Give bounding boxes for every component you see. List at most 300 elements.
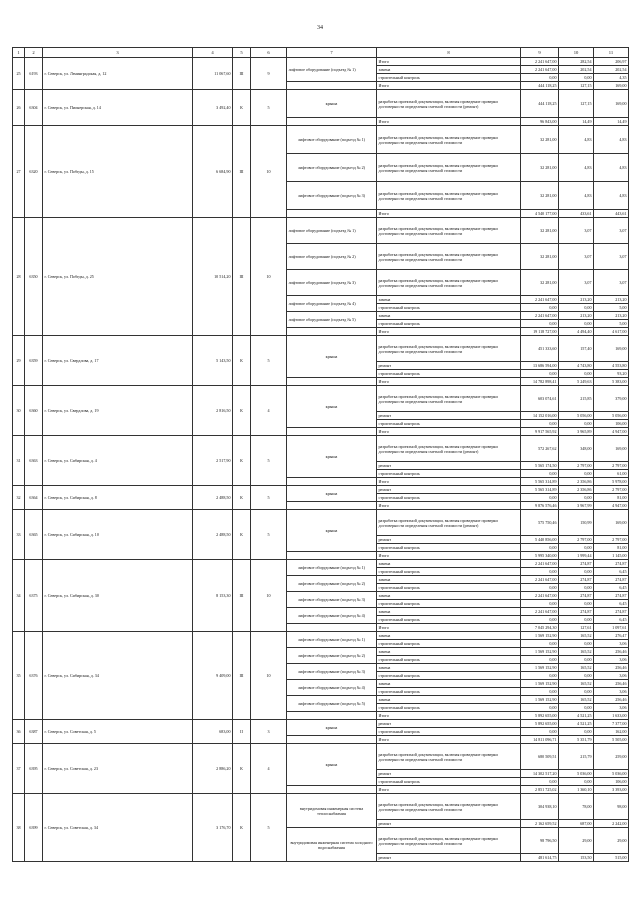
table-row [13, 90, 629, 118]
cost-cell: 572 267,62 [521, 436, 559, 462]
house-id: 6365 [25, 510, 43, 560]
cost-cell: 0,00 [559, 494, 594, 502]
empty-cell [287, 552, 377, 560]
cost-cell: 14,49 [559, 118, 594, 126]
cost-cell: 5 995 340,00 [521, 552, 559, 560]
cost-cell: 0,00 [521, 656, 559, 664]
work-type: Итого [377, 378, 521, 386]
work-type: ремонт [377, 412, 521, 420]
house-id: 6376 [25, 632, 43, 720]
cost-cell: 213,20 [559, 296, 594, 304]
column-header: 8 [377, 48, 521, 58]
house-floors: 10 [251, 632, 287, 720]
column-header: 10 [559, 48, 594, 58]
cost-cell: 2 797,00 [594, 486, 629, 494]
house-area: 683,00 [193, 720, 233, 744]
element-name: внутридомовая инженерная система холодного водоснабжения [287, 828, 377, 862]
house-area: 2 488,50 [193, 486, 233, 510]
element-name: крыша [287, 744, 377, 786]
cost-cell: 0,00 [559, 370, 594, 378]
work-type: строительный контроль [377, 778, 521, 786]
house-id: 6320 [25, 126, 43, 218]
empty-cell [287, 502, 377, 510]
cost-cell: 259,00 [594, 744, 629, 770]
house-area: 3 492,40 [193, 90, 233, 126]
cost-cell: 0,00 [559, 640, 594, 648]
house-floors: 5 [251, 90, 287, 126]
cost-cell: 157,40 [559, 336, 594, 362]
cost-cell: 1 569 152,90 [521, 680, 559, 688]
cost-cell: 0,00 [521, 640, 559, 648]
cost-cell: 14 152 016,00 [521, 412, 559, 420]
table-row [13, 560, 629, 568]
cost-cell: 1 569 152,90 [521, 648, 559, 656]
work-type: разработка проектной документации, включая проведение проверки достоверности определения сметной стоимости [377, 794, 521, 820]
cost-cell: 1 097,61 [594, 624, 629, 632]
cost-cell: 3,07 [559, 244, 594, 270]
house-area: 2 488,50 [193, 510, 233, 560]
cost-cell: 3,07 [594, 244, 629, 270]
cost-cell: 3,06 [594, 640, 629, 648]
cost-cell: 213,20 [559, 312, 594, 320]
house-group: III [233, 560, 251, 632]
cost-cell: 6,45 [594, 568, 629, 576]
work-type: строительный контроль [377, 600, 521, 608]
cost-cell: 304 938,10 [521, 794, 559, 820]
table-row [13, 218, 629, 244]
cost-cell: 0,00 [521, 616, 559, 624]
work-type: строительный контроль [377, 672, 521, 680]
cost-cell: 9 876 576,46 [521, 502, 559, 510]
house-address: г. Северск, ул. Советская, д. 5 [43, 720, 193, 744]
cost-cell: 2 241 647,00 [521, 608, 559, 616]
element-name: лифтовое оборудование (подъезд № 2) [287, 576, 377, 592]
cost-cell: 5 892 655,00 [521, 712, 559, 720]
cost-cell: 5,00 [594, 304, 629, 312]
cost-cell: 2 241 647,00 [521, 312, 559, 320]
row-number: 38 [13, 794, 25, 862]
cost-cell: 0,00 [559, 616, 594, 624]
work-type: разработка проектной документации, включая проведение проверки достоверности определения сметной стоимости [377, 126, 521, 154]
cost-cell: 4 617,00 [594, 328, 629, 336]
work-type: строительный контроль [377, 584, 521, 592]
table-row [13, 632, 629, 640]
house-id: 6364 [25, 486, 43, 510]
empty-cell [287, 786, 377, 794]
element-name: крыша [287, 486, 377, 502]
cost-cell: 0,00 [521, 600, 559, 608]
cost-cell: 0,00 [559, 600, 594, 608]
work-type: строительный контроль [377, 616, 521, 624]
cost-cell: 13 686 594,00 [521, 362, 559, 370]
work-type: Итого [377, 712, 521, 720]
column-header: 9 [521, 48, 559, 58]
house-floors: 3 [251, 720, 287, 744]
cost-cell: 4 540 177,00 [521, 210, 559, 218]
cost-cell: 0,00 [559, 778, 594, 786]
cost-cell: 680 509,51 [521, 744, 559, 770]
work-type: замена [377, 560, 521, 568]
cost-cell: 481 614,75 [521, 854, 559, 862]
work-type: ремонт [377, 854, 521, 862]
row-number: 26 [13, 90, 25, 126]
cost-cell: 2 241 647,00 [521, 58, 559, 66]
cost-cell: 3,07 [559, 270, 594, 296]
column-header: 6 [251, 48, 287, 58]
cost-cell: 3,06 [594, 672, 629, 680]
work-type: разработка проектной документации, включая проведение проверки достоверности определения сметной стоимости (ремонт) [377, 436, 521, 462]
cost-cell: 0,00 [521, 704, 559, 712]
cost-cell: 348,00 [559, 436, 594, 462]
cost-cell: 1 633,00 [594, 712, 629, 720]
house-area: 6 684,90 [193, 126, 233, 218]
cost-cell: 0,00 [521, 420, 559, 428]
cost-cell: 14 302 517,20 [521, 770, 559, 778]
cost-cell: 2 797,00 [559, 462, 594, 470]
work-type: разработка проектной документации, включая проведение проверки достоверности определения сметной стоимости [377, 336, 521, 362]
table-row [13, 794, 629, 820]
empty-cell [287, 82, 377, 90]
house-group: К [233, 794, 251, 862]
table-row [13, 436, 629, 462]
house-group: III [233, 632, 251, 720]
cost-cell: 0,00 [559, 420, 594, 428]
work-type: строительный контроль [377, 656, 521, 664]
house-id: 6387 [25, 720, 43, 744]
work-type: замена [377, 608, 521, 616]
work-type: ремонт [377, 462, 521, 470]
cost-cell: 206,97 [594, 58, 629, 66]
work-type: строительный контроль [377, 688, 521, 696]
work-type: Итого [377, 502, 521, 510]
cost-cell: 1 569 152,90 [521, 696, 559, 704]
house-address: г. Северск, ул. Сибирская, д. 8 [43, 486, 193, 510]
cost-cell: 29,00 [594, 828, 629, 854]
repair-register-table [12, 47, 629, 862]
cost-cell: 14,49 [594, 118, 629, 126]
cost-cell: 0,00 [559, 688, 594, 696]
cost-cell: 0,00 [559, 656, 594, 664]
cost-cell: 32 281,00 [521, 244, 559, 270]
work-type: строительный контроль [377, 420, 521, 428]
work-type: ремонт [377, 820, 521, 828]
cost-cell: 3 967,99 [559, 502, 594, 510]
house-floors: 5 [251, 486, 287, 510]
work-type: разработка проектной документации, включая проведение проверки достоверности определения сметной стоимости [377, 218, 521, 244]
empty-cell [287, 478, 377, 486]
cost-cell: 4,83 [594, 182, 629, 210]
cost-cell: 127,15 [559, 82, 594, 90]
work-type: строительный контроль [377, 370, 521, 378]
cost-cell: 5 036,00 [594, 770, 629, 778]
table-row [13, 720, 629, 728]
house-id: 6375 [25, 560, 43, 632]
element-name: лифтовое оборудование (подъезд № 2) [287, 154, 377, 182]
cost-cell: 7 377,00 [594, 720, 629, 728]
cost-cell: 96 843,00 [521, 118, 559, 126]
column-header: 11 [594, 48, 629, 58]
cost-cell: 4 947,00 [594, 502, 629, 510]
cost-cell: 14 782 898,41 [521, 378, 559, 386]
cost-cell: 213,20 [594, 296, 629, 304]
cost-cell: 0,00 [559, 544, 594, 552]
cost-cell: 433,61 [559, 210, 594, 218]
element-name: лифтовое оборудование (подъезд № 2) [287, 244, 377, 270]
house-group: К [233, 436, 251, 486]
cost-cell: 0,00 [521, 584, 559, 592]
cost-cell: 444 118,25 [521, 90, 559, 118]
cost-cell: 256,46 [594, 664, 629, 672]
cost-cell: 106,00 [594, 778, 629, 786]
house-address: г. Северск, ул. Ленинградская, д. 12 [43, 58, 193, 90]
table-row [13, 486, 629, 494]
cost-cell: 93,20 [594, 370, 629, 378]
row-number: 37 [13, 744, 25, 794]
house-address: г. Северск, ул. Победы, д. 25 [43, 218, 193, 336]
cost-cell: 215,79 [559, 744, 594, 770]
cost-cell: 2 797,00 [594, 536, 629, 544]
cost-cell: 5 249,63 [559, 378, 594, 386]
cost-cell: 165,52 [559, 664, 594, 672]
table-row [13, 336, 629, 362]
cost-cell: 0,00 [521, 74, 559, 82]
row-number: 36 [13, 720, 25, 744]
empty-cell [287, 118, 377, 126]
cost-cell: 5 892 655,00 [521, 720, 559, 728]
element-name: крыша [287, 386, 377, 428]
work-type: строительный контроль [377, 640, 521, 648]
house-floors: 10 [251, 560, 287, 632]
cost-cell: 169,00 [594, 82, 629, 90]
element-name: крыша [287, 510, 377, 552]
cost-cell: 0,00 [559, 470, 594, 478]
work-type: Итого [377, 428, 521, 436]
cost-cell: 150,99 [559, 510, 594, 536]
cost-cell: 32 281,00 [521, 218, 559, 244]
cost-cell: 5,00 [594, 320, 629, 328]
work-type: разработка проектной документации, включая проведение проверки достоверности определения сметной стоимости (ремонт) [377, 510, 521, 536]
cost-cell: 1 569 152,90 [521, 664, 559, 672]
house-area: 11 067,60 [193, 58, 233, 90]
cost-cell: 5 505,00 [594, 736, 629, 744]
cost-cell: 32 281,00 [521, 182, 559, 210]
empty-cell [287, 428, 377, 436]
cost-cell: 0,00 [521, 370, 559, 378]
empty-cell [287, 736, 377, 744]
cost-cell: 32 281,00 [521, 270, 559, 296]
element-name: крыша [287, 436, 377, 478]
work-type: Итого [377, 786, 521, 794]
cost-cell: 32 281,00 [521, 154, 559, 182]
house-address: г. Северск, ул. Сибирская, д. 4 [43, 436, 193, 486]
work-type: Итого [377, 552, 521, 560]
house-area: 2 517,90 [193, 436, 233, 486]
cost-cell: 2 162 659,52 [521, 820, 559, 828]
empty-cell [287, 210, 377, 218]
row-number: 29 [13, 336, 25, 386]
cost-cell: 0,00 [559, 320, 594, 328]
cost-cell: 2 356,86 [559, 486, 594, 494]
empty-cell [287, 328, 377, 336]
cost-cell: 0,00 [521, 672, 559, 680]
cost-cell: 127,61 [559, 624, 594, 632]
cost-cell: 98,00 [594, 794, 629, 820]
work-type: замена [377, 696, 521, 704]
work-type: ремонт [377, 536, 521, 544]
cost-cell: 4,83 [559, 154, 594, 182]
cost-cell: 2 356,86 [559, 478, 594, 486]
work-type: разработка проектной документации, включая проведение проверки достоверности определения сметной стоимости [377, 270, 521, 296]
cost-cell: 2 241 647,00 [521, 576, 559, 584]
work-type: Итого [377, 58, 521, 66]
cost-cell: 1 145,00 [594, 552, 629, 560]
cost-cell: 4,83 [594, 126, 629, 154]
cost-cell: 4 521,25 [559, 720, 594, 728]
element-name: лифтовое оборудование (подъезд № 3) [287, 270, 377, 296]
cost-cell: 165,52 [559, 696, 594, 704]
house-group: II [233, 720, 251, 744]
house-address: г. Северск, ул. Советская, д. 34 [43, 794, 193, 862]
cost-cell: 169,00 [594, 90, 629, 118]
column-number-row [13, 48, 629, 58]
cost-cell: 0,00 [521, 470, 559, 478]
element-name: лифтовое оборудование (подъезд № 4) [287, 680, 377, 696]
row-number: 27 [13, 126, 25, 218]
column-header: 2 [25, 48, 43, 58]
house-area: 2 886,20 [193, 744, 233, 794]
cost-cell: 2 797,00 [594, 462, 629, 470]
cost-cell: 2 851 725,02 [521, 786, 559, 794]
work-type: разработка проектной документации, включая проведение проверки достоверности определения сметной стоимости [377, 154, 521, 182]
work-type: Итого [377, 118, 521, 126]
house-address: г. Северск, ул. Сибирская, д. 34 [43, 632, 193, 720]
cost-cell: 3,07 [559, 218, 594, 244]
cost-cell: 0,00 [521, 688, 559, 696]
house-area: 10 514,20 [193, 218, 233, 336]
cost-cell: 0,00 [559, 304, 594, 312]
house-area: 3 176,70 [193, 794, 233, 862]
cost-cell: 162,00 [594, 728, 629, 736]
cost-cell: 4 494,40 [559, 328, 594, 336]
empty-cell [287, 624, 377, 632]
cost-cell: 0,00 [521, 494, 559, 502]
house-id: 6304 [25, 90, 43, 126]
cost-cell: 274,87 [594, 608, 629, 616]
work-type: строительный контроль [377, 304, 521, 312]
work-type: замена [377, 592, 521, 600]
work-type: разработка проектной документации, включая проведение проверки достоверности определения сметной стоимости [377, 744, 521, 770]
element-name: крыша [287, 90, 377, 118]
cost-cell: 274,87 [559, 576, 594, 584]
house-floors: 5 [251, 336, 287, 386]
cost-cell: 444 118,25 [521, 82, 559, 90]
work-type: Итого [377, 328, 521, 336]
cost-cell: 274,87 [594, 592, 629, 600]
house-address: г. Северск, ул. Пионерская, д. 14 [43, 90, 193, 126]
row-number: 33 [13, 510, 25, 560]
house-area: 2 816,50 [193, 386, 233, 436]
cost-cell: 4 947,00 [594, 428, 629, 436]
element-name: лифтовое оборудование (подъезд № 1) [287, 58, 377, 82]
cost-cell: 274,87 [559, 592, 594, 600]
cost-cell: 0,00 [559, 584, 594, 592]
empty-cell [287, 378, 377, 386]
cost-cell: 7 045 294,30 [521, 624, 559, 632]
work-type: замена [377, 664, 521, 672]
cost-cell: 274,87 [559, 608, 594, 616]
house-id: 6359 [25, 336, 43, 386]
work-type: ремонт [377, 362, 521, 370]
cost-cell: 2 241 647,00 [521, 296, 559, 304]
cost-cell: 5 351,79 [559, 736, 594, 744]
work-type: замена [377, 680, 521, 688]
work-type: ремонт [377, 770, 521, 778]
house-floors: 5 [251, 794, 287, 862]
cost-cell: 0,00 [521, 544, 559, 552]
cost-cell: 4 743,80 [559, 362, 594, 370]
cost-cell: 575 750,46 [521, 510, 559, 536]
house-id: 6360 [25, 386, 43, 436]
cost-cell: 5 383,00 [594, 378, 629, 386]
cost-cell: 81,00 [594, 494, 629, 502]
cost-cell: 98 796,50 [521, 828, 559, 854]
element-name: лифтовое оборудование (подъезд № 1) [287, 126, 377, 154]
work-type: ремонт [377, 720, 521, 728]
cost-cell: 4,83 [559, 126, 594, 154]
work-type: Итого [377, 624, 521, 632]
cost-cell: 4 521,25 [559, 712, 594, 720]
element-name: лифтовое оборудование (подъезд № 1) [287, 560, 377, 576]
cost-cell: 282,54 [559, 58, 594, 66]
column-header: 5 [233, 48, 251, 58]
element-name: лифтовое оборудование (подъезд № 4) [287, 296, 377, 312]
cost-cell: 274,87 [594, 576, 629, 584]
work-type: строительный контроль [377, 320, 521, 328]
cost-cell: 61,00 [594, 470, 629, 478]
cost-cell: 169,00 [594, 336, 629, 362]
element-name: крыша [287, 336, 377, 378]
cost-cell: 5 440 856,00 [521, 536, 559, 544]
element-name: внутридомовая инженерная система теплоснабжения [287, 794, 377, 828]
cost-cell: 5 565 314,89 [521, 486, 559, 494]
cost-cell: 78,00 [559, 794, 594, 820]
house-address: г. Северск, ул. Сибирская, д. 10 [43, 510, 193, 560]
cost-cell: 0,00 [521, 304, 559, 312]
cost-cell: 0,00 [521, 568, 559, 576]
cost-cell: 1 569 152,90 [521, 632, 559, 640]
cost-cell: 687,00 [559, 820, 594, 828]
house-group: III [233, 126, 251, 218]
cost-cell: 29,00 [559, 828, 594, 854]
cost-cell: 443,61 [594, 210, 629, 218]
work-type: Итого [377, 82, 521, 90]
cost-cell: 0,00 [559, 728, 594, 736]
house-floors: 4 [251, 744, 287, 794]
cost-cell: 5 978,00 [594, 478, 629, 486]
house-floors: 10 [251, 218, 287, 336]
house-group: К [233, 336, 251, 386]
cost-cell: 1 999,44 [559, 552, 594, 560]
cost-cell: 4 553,80 [594, 362, 629, 370]
element-name: лифтовое оборудование (подъезд № 1) [287, 632, 377, 648]
house-address: г. Северск, ул. Свердлова, д. 17 [43, 336, 193, 386]
work-type: разработка проектной документации, включая проведение проверки достоверности определения сметной стоимости (ремонт) [377, 90, 521, 118]
cost-cell: 4,83 [559, 182, 594, 210]
element-name: крыша [287, 720, 377, 736]
house-group: К [233, 510, 251, 560]
work-type: строительный контроль [377, 704, 521, 712]
house-id: 6193 [25, 58, 43, 90]
